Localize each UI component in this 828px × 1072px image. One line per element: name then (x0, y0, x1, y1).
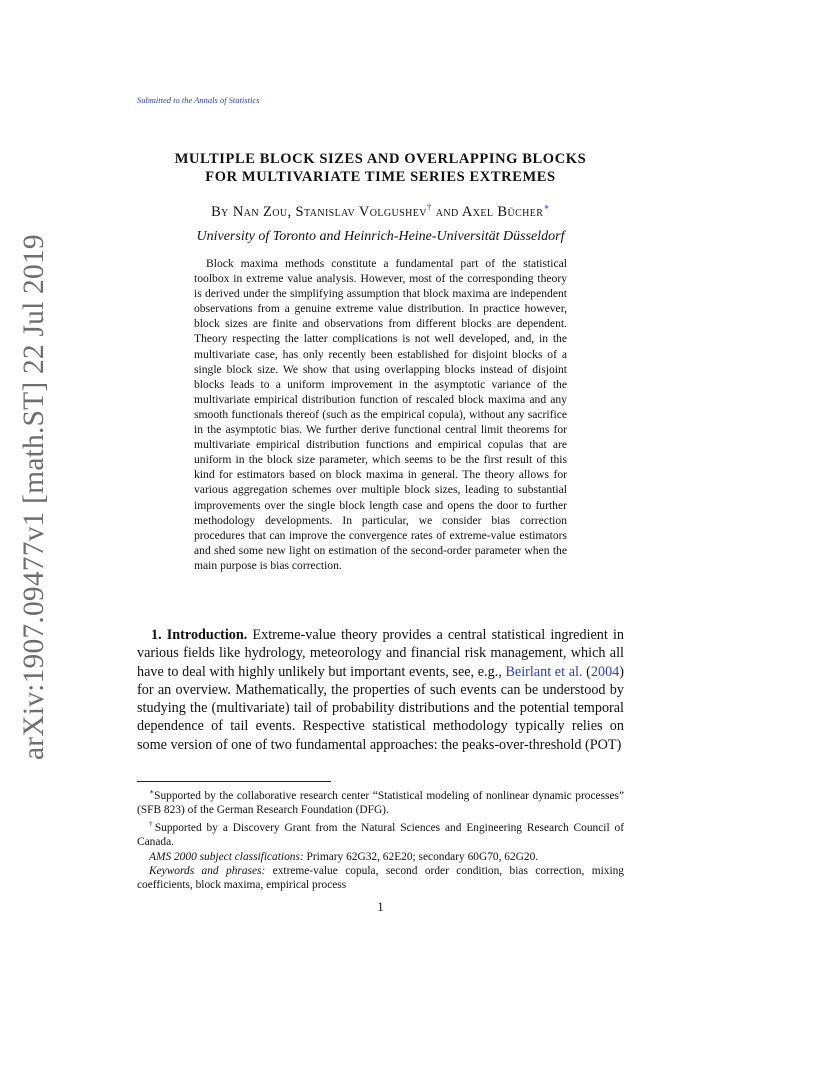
footnotes (137, 785, 624, 893)
footnote-1 (137, 785, 624, 817)
footnote-mark-star[interactable]: ∗ (543, 202, 550, 212)
author-volgushev: Stanislav Volgushev (295, 203, 427, 220)
ams-classification (137, 850, 624, 864)
author-zou: Nan Zou, (232, 203, 292, 220)
keywords (137, 864, 624, 893)
footnote-2-text: Supported by a Discovery Grant from the Natural Sciences and Engineering Research Council of Canada. (137, 822, 624, 849)
author-buecher: Axel Bücher (461, 203, 544, 220)
keywords-label: Keywords and phrases: (149, 865, 266, 878)
paper-title (137, 150, 624, 186)
title-line-2: FOR MULTIVARIATE TIME SERIES EXTREMES (205, 169, 556, 185)
keywords-text: extreme-value copula, second order condition, bias correction, mixing coefficients, block maxima, empirical process (137, 865, 624, 892)
footnote-1-text: Supported by the collaborative research center “Statistical modeling of nonlinear dynamic processes” (SFB 823) of the German Research Foundation (DFG). (137, 789, 624, 817)
title-line-1: MULTIPLE BLOCK SIZES AND OVERLAPPING BLOCKS (174, 151, 587, 167)
ams-text: Primary 62G32, 62E20; secondary 60G70, 62G20. (303, 850, 539, 863)
footnote-2 (137, 817, 624, 849)
journal-header-note[interactable]: Submitted to the Annals of Statistics (137, 95, 260, 105)
arxiv-side-stamp: arXiv:1907.09477v1 [math.ST] 22 Jul 2019 (18, 234, 50, 760)
footnote-mark-dagger[interactable]: † (426, 202, 432, 212)
footnote-1-mark: ∗ (149, 787, 155, 796)
author-list (137, 202, 624, 221)
author-and: and (435, 203, 459, 220)
ams-label: AMS 2000 subject classifications: (149, 850, 304, 863)
introduction-paragraph (137, 626, 624, 754)
intro-text-b: ) for an overview. Mathematically, the properties of such events can be understood by studying the (multivariate) tail of probability distributions and the potential temporal dependence of tail events. Respective statistical methodology typically relies on some version of one of two fundamental approaches: the peaks-over-threshold (POT) (137, 663, 624, 753)
footnote-rule (137, 781, 331, 782)
footnote-2-mark: † (149, 819, 155, 829)
citation-authors-link[interactable]: Beirlant et al. (505, 663, 583, 680)
affiliation: University of Toronto and Heinrich-Heine-Universität Düsseldorf (196, 229, 565, 244)
abstract: Block maxima methods constitute a fundamental part of the statistical toolbox in extreme value analysis. However, most of the corresponding theory is derived under the simplifying assumption that block maxima are independent observations from a genuine extreme value distribution. In practice however, block sizes are finite and observations from different blocks are dependent. Theory respecting the latter complications is not well developed, and, in the multivariate case, has only recently been established for disjoint blocks of a single block size. We show that using overlapping blocks instead of disjoint blocks leads to a uniform improvement in the asymptotic variance of the multivariate empirical distribution function of rescaled block maxima and any smooth functionals thereof (such as the empirical copula), without any sacrifice in the asymptotic bias. We further derive functional central limit theorems for multivariate empirical distribution functions and empirical copulas that are uniform in the block size parameter, which seems to be the first result of this kind for estimators based on block maxima in general. The theory allows for various aggregation schemes over multiple block sizes, leading to substantial improvements over the single block length case and opens the door to further methodology developments. In particular, we consider bias correction procedures that can improve the convergence rates of extreme-value estimators and shed some new light on estimation of the second-order parameter when the main purpose is bias correction. (194, 257, 567, 572)
citation-year-link[interactable]: 2004 (590, 663, 620, 680)
intro-text-a: Extreme-value theory provides a central statistical ingredient in various fields like hydrology, meteorology and financial risk management, which all have to deal with highly unlikely but important events, see, e.g., (137, 627, 625, 680)
page-number: 1 (377, 900, 384, 914)
section-heading: 1. Introduction. (151, 627, 248, 643)
citation-open: ( (582, 663, 591, 680)
author-by: By (211, 203, 229, 220)
